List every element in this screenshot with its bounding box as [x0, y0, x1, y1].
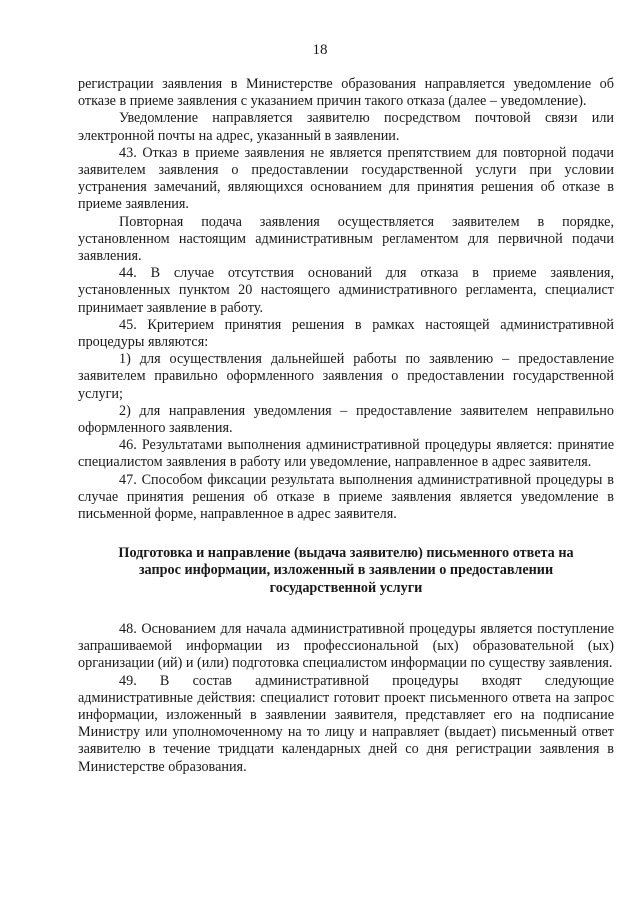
- paragraph: регистрации заявления в Министерстве образования направляется уведомление об отказе в приеме заявления с указанием причин такого отказа (далее – уведомление).: [78, 76, 614, 110]
- paragraph: 45. Критерием принятия решения в рамках настоящей административной процедуры являются:: [78, 316, 614, 351]
- page-number: 18: [312, 42, 328, 58]
- paragraph: Уведомление направляется заявителю посредством почтовой связи или электронной почты на адрес, указанный в заявлении.: [78, 110, 614, 144]
- paragraph: Повторная подача заявления осуществляется заявителем в порядке, установленном настоящим административным регламентом для первичной подачи заявления.: [78, 213, 614, 265]
- paragraph: 49. В состав административной процедуры входят следующие административные действия: специалист готовит проект письменного ответа на запрос информации, изложенный в заявлении заявителя, представляет его на подписание Министру или уполномоченному на то лицу и направляет (выдает) письменный ответ заявителю в течение тридцати календарных дней со дня регистрации заявления в Министерстве образования.: [78, 672, 614, 775]
- paragraph: 1) для осуществления дальнейшей работы по заявлению – предоставление заявителем правильно оформленного заявления о предоставлении государственной услуги;: [78, 351, 614, 402]
- paragraph: 48. Основанием для начала административной процедуры является поступление запрашиваемой информации из профессиональной (ых) образовательной (ых) организации (ий) и (или) подготовка специалистом информации по существу заявления.: [78, 620, 614, 672]
- paragraphs-before-heading: [78, 76, 614, 523]
- paragraph: 47. Способом фиксации результата выполнения административной процедуры в случае принятия решения об отказе в приеме заявления является уведомление в письменной форме, направленное в адрес заявителя.: [78, 471, 614, 523]
- paragraph: 46. Результатами выполнения административной процедуры является: принятие специалистом заявления в работу или уведомление, направленное в адрес заявителя.: [78, 437, 614, 471]
- paragraphs-after-heading: [78, 621, 614, 776]
- document-body: [78, 76, 614, 776]
- paragraph: 2) для направления уведомления – предоставление заявителем неправильно оформленного заявления.: [78, 402, 614, 437]
- paragraph: 43. Отказ в приеме заявления не является препятствием для повторной подачи заявителем заявления о предоставлении государственной услуги при условии устранения замечаний, являющихся основанием для принятия решения об отказе в приеме заявления.: [78, 144, 614, 213]
- section-heading: Подготовка и направление (выдача заявителю) письменного ответа на запрос информации, изложенный в заявлении о предоставлении государственной услуги: [118, 545, 574, 596]
- paragraph: 44. В случае отсутствия оснований для отказа в приеме заявления, установленных пунктом 20 настоящего административного регламента, специалист принимает заявление в работу.: [78, 265, 614, 316]
